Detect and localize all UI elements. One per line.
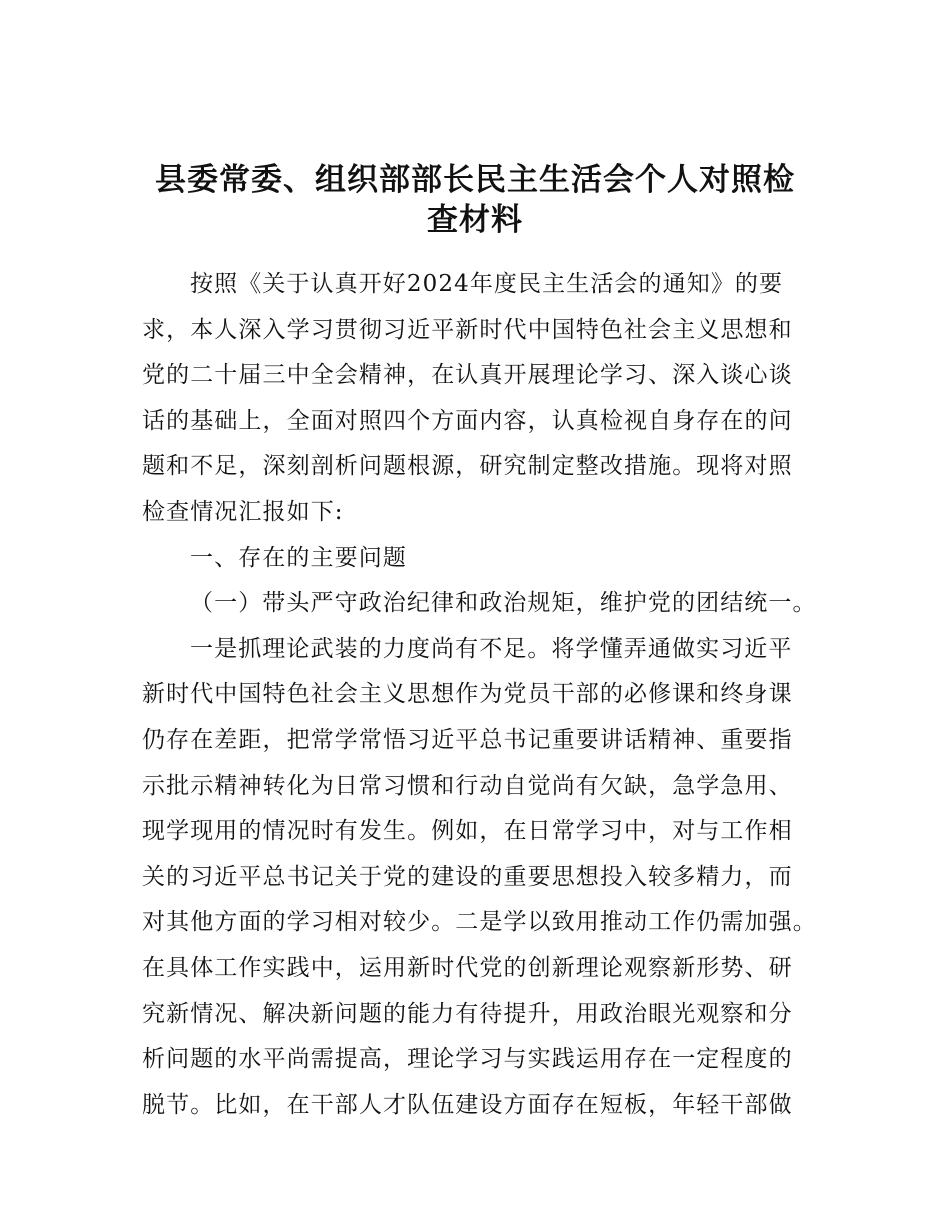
title-line-1: 县委常委、组织部部长民主生活会个人对照检 xyxy=(155,162,795,198)
paragraph-intro-line: 按照《关于认真开好2024年度民主生活会的通知》的要 xyxy=(190,271,784,297)
document-body xyxy=(142,262,822,1128)
paragraph-issue-line: 对其他方面的学习相对较少。二是学以致用推动工作仍需加强。 xyxy=(142,909,817,936)
paragraph-intro-line: 党的二十届三中全会精神，在认真开展理论学习、深入谈心谈 xyxy=(142,362,793,389)
document-title xyxy=(120,160,830,240)
paragraph-intro-line: 检查情况汇报如下: xyxy=(142,498,344,525)
paragraph-issue-line: 新时代中国特色社会主义思想作为党员干部的必修课和终身课 xyxy=(142,681,793,708)
subsection-heading: （一）带头严守政治纪律和政治规矩，维护党的团结统一。 xyxy=(190,590,817,617)
paragraph-issue-line: 究新情况、解决新问题的能力有待提升，用政治眼光观察和分 xyxy=(142,1000,793,1027)
paragraph-issue-line: 关的习近平总书记关于党的建设的重要思想投入较多精力，而 xyxy=(142,863,793,890)
paragraph-issue-line: 一是抓理论武装的力度尚有不足。将学懂弄通做实习近平 xyxy=(190,635,793,662)
section-heading: 一、存在的主要问题 xyxy=(190,544,407,571)
paragraph-issue-line: 示批示精神转化为日常习惯和行动自觉尚有欠缺，急学急用、 xyxy=(142,772,793,799)
paragraph-issue-line: 现学现用的情况时有发生。例如，在日常学习中，对与工作相 xyxy=(142,818,793,845)
paragraph-issue-line: 在具体工作实践中，运用新时代党的创新理论观察新形势、研 xyxy=(142,954,793,981)
title-line-2: 查材料 xyxy=(427,202,523,238)
paragraph-intro-line: 求，本人深入学习贯彻习近平新时代中国特色社会主义思想和 xyxy=(142,316,793,343)
paragraph-intro-line: 话的基础上，全面对照四个方面内容，认真检视自身存在的问 xyxy=(142,407,793,434)
paragraph-intro-line: 题和不足，深刻剖析问题根源，研究制定整改措施。现将对照 xyxy=(142,453,793,480)
paragraph-issue-line: 析问题的水平尚需提高，理论学习与实践运用存在一定程度的 xyxy=(142,1046,793,1073)
paragraph-issue-line: 脱节。比如，在干部人才队伍建设方面存在短板，年轻干部做 xyxy=(142,1091,793,1118)
paragraph-issue-line: 仍存在差距，把常学常悟习近平总书记重要讲话精神、重要指 xyxy=(142,726,793,753)
